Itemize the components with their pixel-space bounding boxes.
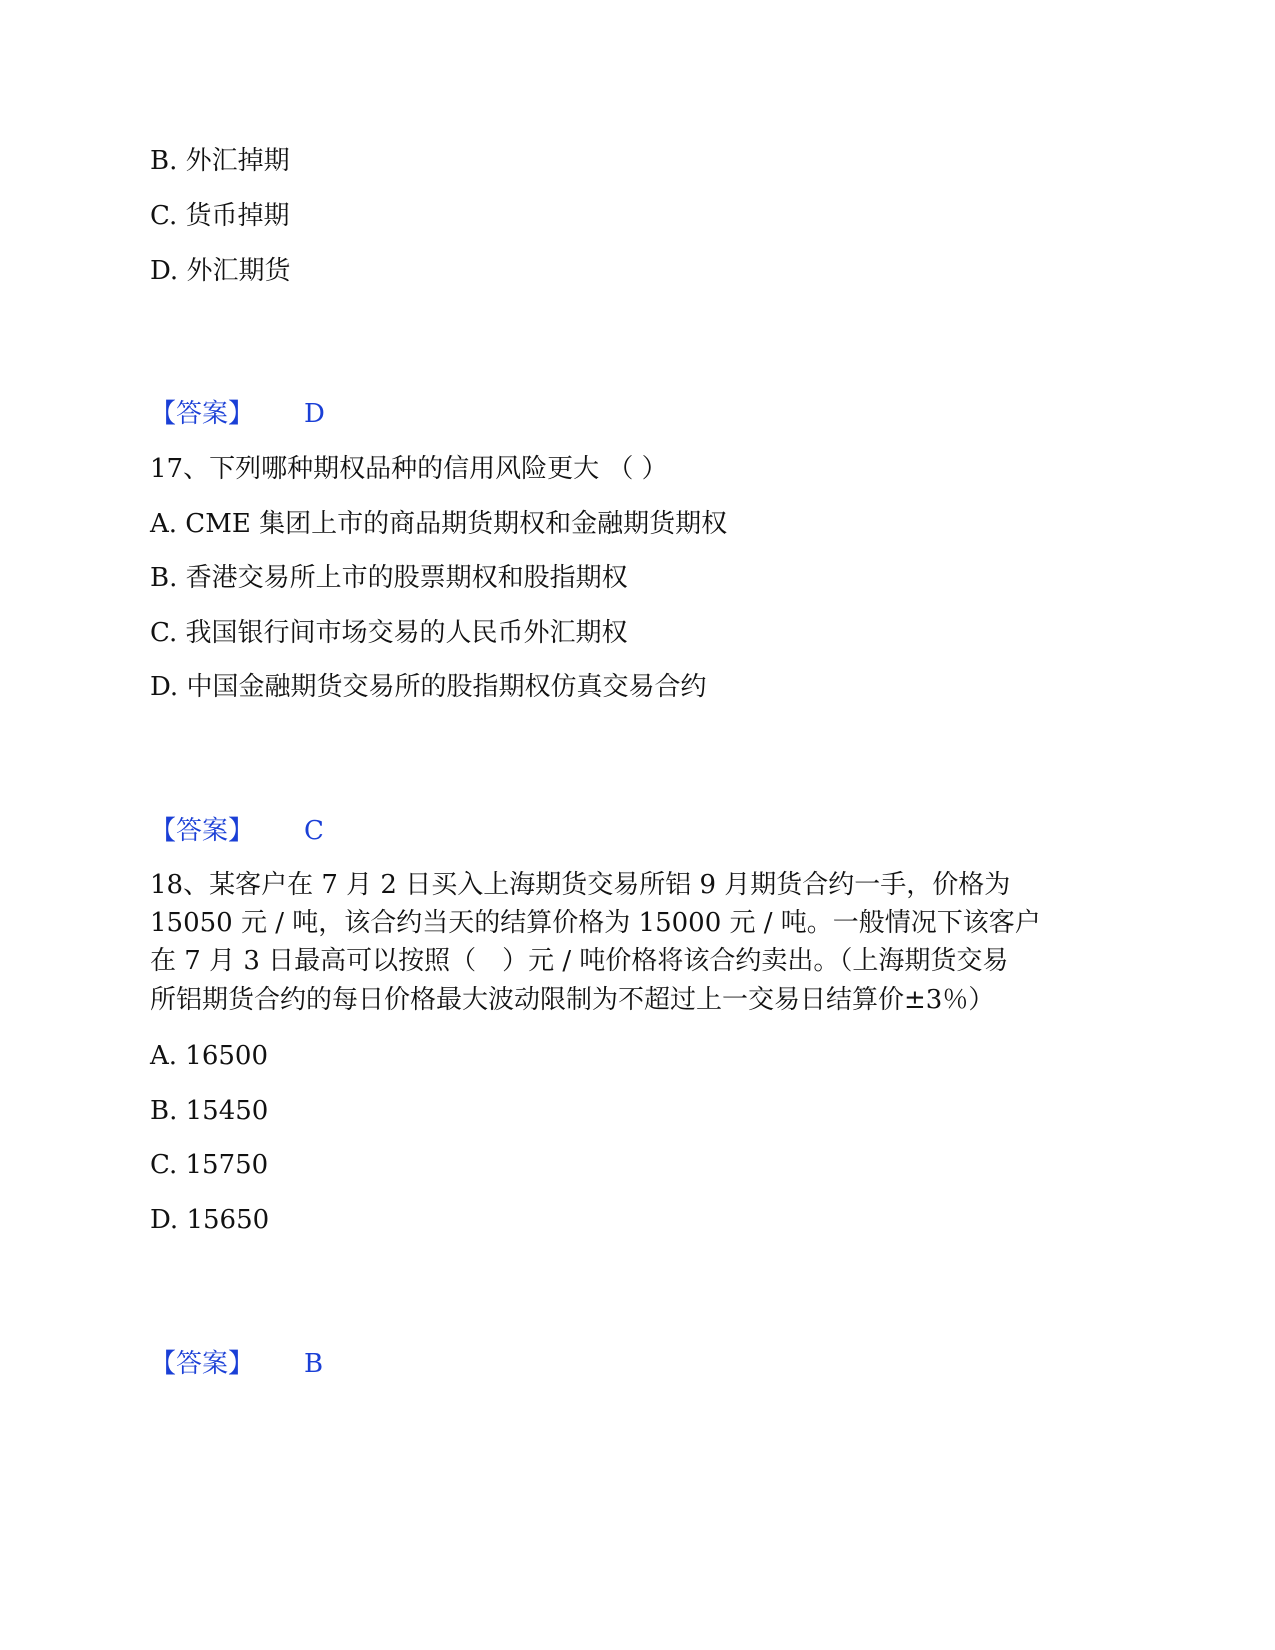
q18-stem-line-3: 在 7 月 3 日最高可以按照（ ）元 / 吨价格将该合约卖出。（上海期货交易 xyxy=(150,946,1009,976)
q18-option-c: C. 15750 xyxy=(150,1150,269,1180)
q18-option-a: A. 16500 xyxy=(150,1041,269,1071)
prev-answer xyxy=(150,398,325,430)
prev-option-b: B. 外汇掉期 xyxy=(150,146,290,176)
answer-label: 【答案】 xyxy=(150,816,255,846)
q17-stem: 17、下列哪种期权品种的信用风险更大 （ ） xyxy=(150,454,668,484)
prev-option-d: D. 外汇期货 xyxy=(150,256,291,286)
q18-stem-line-2: 15050 元 / 吨，该合约当天的结算价格为 15000 元 / 吨。一般情况下该客户 xyxy=(150,908,1041,938)
answer-label: 【答案】 xyxy=(150,1349,255,1379)
q18-stem-line-1: 18、某客户在 7 月 2 日买入上海期货交易所铝 9 月期货合约一手，价格为 xyxy=(150,870,1011,900)
q18-option-b: B. 15450 xyxy=(150,1096,269,1126)
q17-answer xyxy=(150,815,324,847)
q17-option-b: B. 香港交易所上市的股票期权和股指期权 xyxy=(150,563,628,593)
answer-label: 【答案】 xyxy=(150,399,255,429)
q17-option-a: A. CME 集团上市的商品期货期权和金融期货期权 xyxy=(150,509,728,539)
q18-stem-line-4: 所铝期货合约的每日价格最大波动限制为不超过上一交易日结算价±3％） xyxy=(150,985,995,1015)
q18-option-d: D. 15650 xyxy=(150,1205,270,1235)
answer-value: D xyxy=(304,399,325,429)
answer-value: B xyxy=(304,1349,324,1379)
q17-option-d: D. 中国金融期货交易所的股指期权仿真交易合约 xyxy=(150,672,707,702)
q17-option-c: C. 我国银行间市场交易的人民币外汇期权 xyxy=(150,618,628,648)
answer-value: C xyxy=(304,816,324,846)
prev-option-c: C. 货币掉期 xyxy=(150,201,290,231)
q18-answer xyxy=(150,1348,323,1380)
